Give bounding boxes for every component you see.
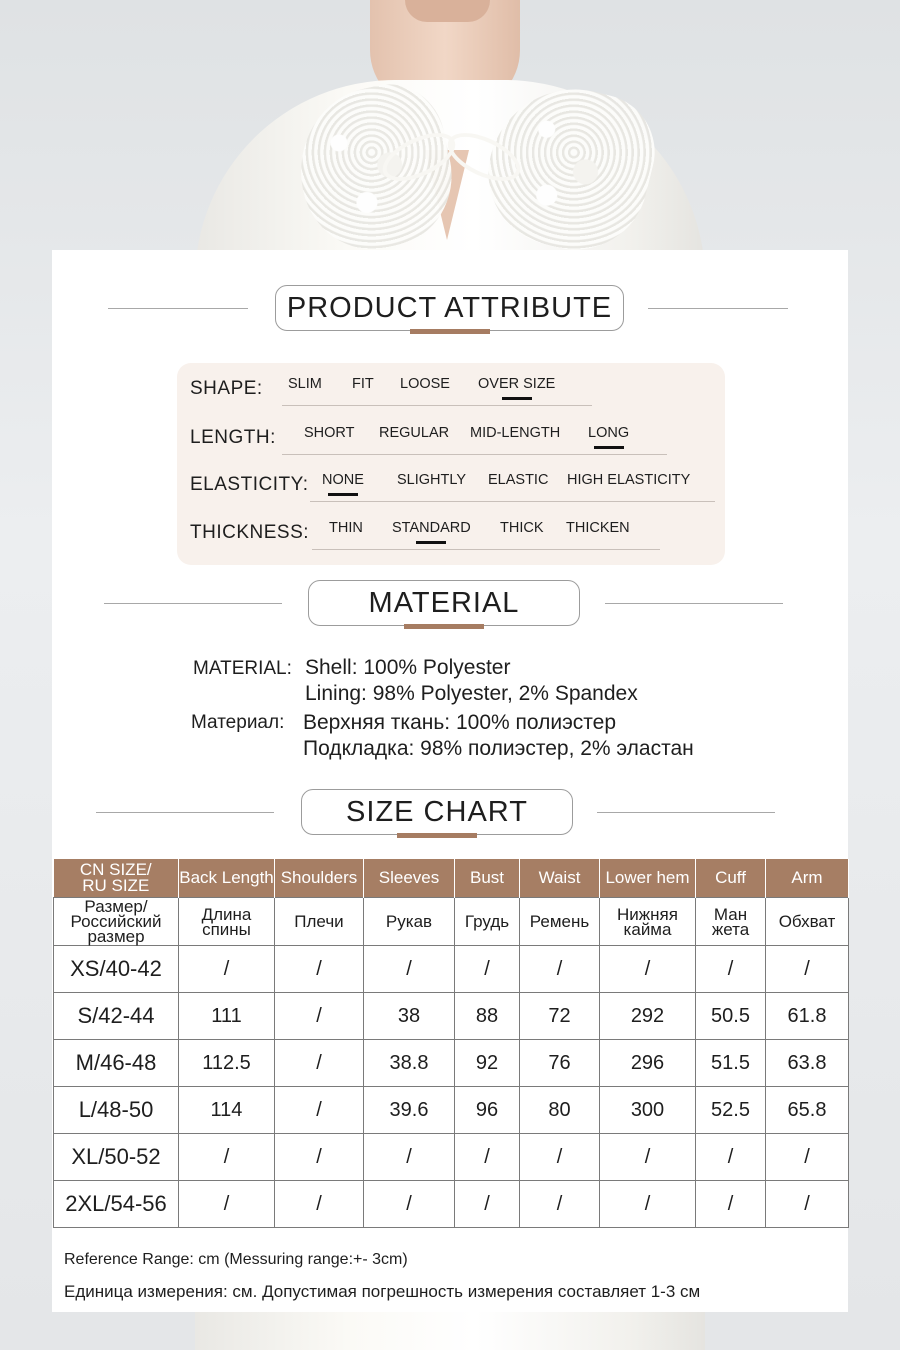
table-cell: 300 — [600, 1087, 696, 1134]
table-cell: / — [455, 946, 520, 993]
attribute-option: LOOSE — [400, 376, 450, 392]
column-header: Shoulders — [275, 859, 364, 898]
table-row — [54, 1087, 849, 1134]
attribute-option: ELASTIC — [488, 472, 549, 488]
table-row — [54, 946, 849, 993]
attribute-option: MID-LENGTH — [470, 425, 561, 441]
table-cell: / — [275, 1134, 364, 1181]
size-chart-section-title — [301, 789, 573, 835]
attribute-option: SLIM — [288, 376, 322, 392]
table-cell: 63.8 — [766, 1040, 849, 1087]
model-chin — [405, 0, 490, 22]
table-row — [54, 1134, 849, 1181]
attribute-row-thickness — [190, 520, 660, 550]
column-header-ru: Обхват — [766, 898, 849, 946]
table-cell: / — [179, 1181, 275, 1228]
table-row — [54, 993, 849, 1040]
attribute-box — [177, 363, 725, 565]
size-chart-title-text: SIZE CHART — [346, 795, 528, 828]
material-title-text: MATERIAL — [368, 586, 520, 619]
size-label-cell: XS/40-42 — [54, 946, 179, 993]
table-cell: 38 — [364, 993, 455, 1040]
table-cell: 52.5 — [696, 1087, 766, 1134]
table-cell: / — [766, 1134, 849, 1181]
table-cell: / — [275, 1040, 364, 1087]
divider-line — [605, 603, 783, 604]
attribute-option: HIGH ELASTICITY — [567, 472, 691, 488]
title-accent-bar — [404, 624, 484, 629]
column-header: Back Length — [179, 859, 275, 898]
size-table — [53, 859, 849, 1228]
attribute-underline — [282, 454, 667, 455]
table-cell: / — [455, 1134, 520, 1181]
table-cell: / — [600, 946, 696, 993]
info-card — [52, 250, 848, 1312]
table-cell: / — [520, 1181, 600, 1228]
material-label-en: MATERIAL: — [193, 658, 292, 679]
size-label-cell: L/48-50 — [54, 1087, 179, 1134]
column-header-ru: Размер/ Российский размер — [54, 898, 179, 946]
size-label-cell: 2XL/54-56 — [54, 1181, 179, 1228]
table-row — [54, 1040, 849, 1087]
material-shell-ru: Верхняя ткань: 100% полиэстер — [303, 711, 617, 734]
table-cell: 38.8 — [364, 1040, 455, 1087]
attribute-option-selected: STANDARD — [392, 520, 471, 536]
divider-line — [648, 308, 788, 309]
table-cell: 111 — [179, 993, 275, 1040]
table-cell: 96 — [455, 1087, 520, 1134]
size-label-cell: M/46-48 — [54, 1040, 179, 1087]
attribute-underline — [312, 549, 660, 550]
column-header-ru: Грудь — [455, 898, 520, 946]
attribute-underline — [310, 501, 715, 502]
table-cell: / — [179, 1134, 275, 1181]
attribute-row-shape — [190, 376, 580, 406]
attribute-option: THIN — [329, 520, 363, 536]
column-header: Arm — [766, 859, 849, 898]
attribute-title-text: PRODUCT ATTRIBUTE — [286, 291, 613, 324]
column-header-ru: Нижняя кайма — [600, 898, 696, 946]
material-label-ru: Материал: — [191, 712, 285, 733]
material-section-title — [308, 580, 580, 626]
table-cell: / — [520, 946, 600, 993]
attribute-label: SHAPE: — [190, 378, 263, 399]
table-cell: 88 — [455, 993, 520, 1040]
divider-line — [104, 603, 282, 604]
table-header-row — [54, 859, 849, 898]
table-cell: / — [696, 946, 766, 993]
measurement-note-ru: Единица измерения: см. Допустимая погрешность измерения составляет 1-3 см — [64, 1282, 701, 1301]
attribute-option: THICK — [500, 520, 544, 536]
column-header-ru: Рукав — [364, 898, 455, 946]
table-cell: / — [696, 1181, 766, 1228]
column-header: Cuff — [696, 859, 766, 898]
table-cell: 72 — [520, 993, 600, 1040]
column-header-ru: Плечи — [275, 898, 364, 946]
size-label-cell: XL/50-52 — [54, 1134, 179, 1181]
divider-line — [108, 308, 248, 309]
attribute-label: ELASTICITY: — [190, 474, 309, 495]
attribute-option: REGULAR — [379, 425, 450, 441]
table-cell: 292 — [600, 993, 696, 1040]
column-header: Bust — [455, 859, 520, 898]
column-header-ru: Ман жета — [696, 898, 766, 946]
attribute-option: FIT — [352, 376, 374, 392]
column-header: Sleeves — [364, 859, 455, 898]
table-cell: / — [455, 1181, 520, 1228]
table-cell: / — [364, 1134, 455, 1181]
attribute-underline — [282, 405, 592, 406]
attribute-option: SLIGHTLY — [397, 472, 467, 488]
attribute-label: THICKNESS: — [190, 522, 310, 543]
table-cell: 80 — [520, 1087, 600, 1134]
table-cell: / — [179, 946, 275, 993]
table-cell: 65.8 — [766, 1087, 849, 1134]
attribute-row-length — [190, 425, 670, 455]
attribute-row-elasticity — [190, 472, 715, 502]
table-cell: 296 — [600, 1040, 696, 1087]
column-header: CN SIZE/ RU SIZE — [54, 859, 179, 898]
table-cell: 76 — [520, 1040, 600, 1087]
table-cell: 50.5 — [696, 993, 766, 1040]
divider-line — [597, 812, 775, 813]
table-cell: / — [364, 946, 455, 993]
size-label-cell: S/42-44 — [54, 993, 179, 1040]
column-header: Waist — [520, 859, 600, 898]
column-header-ru: Ремень — [520, 898, 600, 946]
attribute-option-selected: NONE — [322, 472, 364, 488]
table-cell: 61.8 — [766, 993, 849, 1040]
table-cell: / — [275, 1087, 364, 1134]
table-cell: 92 — [455, 1040, 520, 1087]
table-cell: / — [275, 946, 364, 993]
table-cell: 39.6 — [364, 1087, 455, 1134]
attribute-option-selected: OVER SIZE — [478, 376, 556, 392]
table-cell: 114 — [179, 1087, 275, 1134]
divider-line — [96, 812, 274, 813]
column-header: Lower hem — [600, 859, 696, 898]
table-cell: / — [275, 1181, 364, 1228]
table-cell: 51.5 — [696, 1040, 766, 1087]
column-header-ru: Длина спины — [179, 898, 275, 946]
table-cell: / — [696, 1134, 766, 1181]
attribute-section-title — [275, 285, 624, 331]
title-accent-bar — [410, 329, 490, 334]
measurement-note-en: Reference Range: cm (Messuring range:+- 3cm) — [64, 1251, 408, 1268]
table-cell: / — [600, 1134, 696, 1181]
table-cell: / — [520, 1134, 600, 1181]
table-cell: / — [600, 1181, 696, 1228]
table-cell: 112.5 — [179, 1040, 275, 1087]
table-cell: / — [766, 1181, 849, 1228]
table-row — [54, 1181, 849, 1228]
attribute-option: THICKEN — [566, 520, 630, 536]
title-accent-bar — [397, 833, 477, 838]
attribute-option: SHORT — [304, 425, 355, 441]
attribute-option-selected: LONG — [588, 425, 630, 441]
table-cell: / — [364, 1181, 455, 1228]
table-cell: / — [766, 946, 849, 993]
material-lining-ru: Подкладка: 98% полиэстер, 2% эластан — [303, 737, 694, 760]
material-lining-en: Lining: 98% Polyester, 2% Spandex — [305, 682, 638, 705]
table-cell: / — [275, 993, 364, 1040]
attribute-label: LENGTH: — [190, 427, 276, 448]
table-header-row-ru — [54, 898, 849, 946]
material-shell-en: Shell: 100% Polyester — [305, 656, 511, 679]
